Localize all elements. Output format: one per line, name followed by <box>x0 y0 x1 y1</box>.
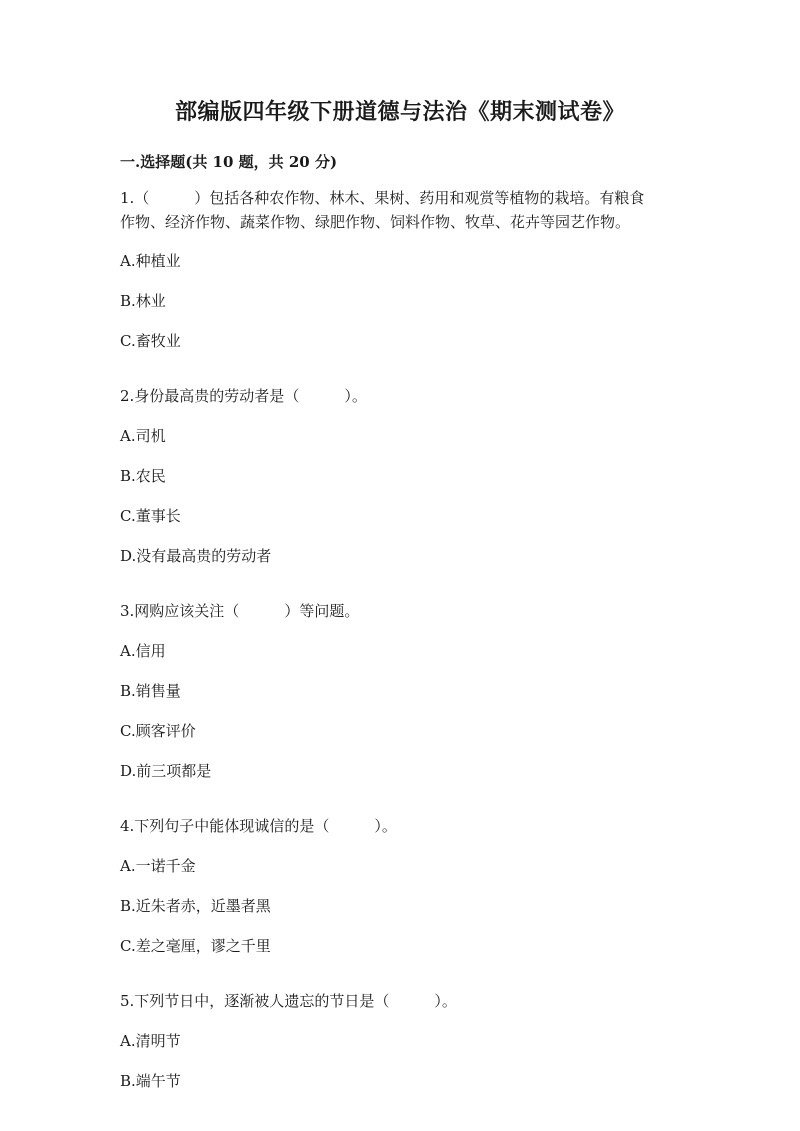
question-stem: 4.下列句子中能体现诚信的是（ ）。 <box>120 817 397 835</box>
option-c: C.顾客评价 <box>120 722 196 740</box>
question-1 <box>120 186 690 369</box>
option-d: D.前三项都是 <box>120 762 212 780</box>
question-stem-line: 作物、经济作物、蔬菜作物、绿肥作物、饲料作物、牧草、花卉等园艺作物。 <box>120 213 631 231</box>
option-c: C.董事长 <box>120 507 181 525</box>
option-a: A.清明节 <box>120 1032 181 1050</box>
option-a: A.信用 <box>120 642 166 660</box>
option-b: B.林业 <box>120 292 166 310</box>
question-stem: 5.下列节日中，逐渐被人遗忘的节日是（ ）。 <box>120 992 457 1010</box>
question-3 <box>120 599 690 799</box>
option-a: A.种植业 <box>120 252 181 270</box>
option-b: B.端午节 <box>120 1072 181 1090</box>
option-b: B.近朱者赤，近墨者黑 <box>120 897 271 915</box>
section-heading: 一.选择题(共 10 题，共 20 分) <box>120 153 338 171</box>
option-a: A.司机 <box>120 427 166 445</box>
option-c: C.差之毫厘，谬之千里 <box>120 937 271 955</box>
question-stem <box>120 186 690 234</box>
question-4 <box>120 814 690 974</box>
option-c: C.畜牧业 <box>120 332 181 350</box>
question-stem: 2.身份最高贵的劳动者是（ ）。 <box>120 387 367 405</box>
question-2 <box>120 384 690 584</box>
option-d: D.没有最高贵的劳动者 <box>120 547 272 565</box>
question-5 <box>120 989 690 1109</box>
option-a: A.一诺千金 <box>120 857 196 875</box>
question-stem: 3.网购应该关注（ ）等问题。 <box>120 602 360 620</box>
option-b: B.销售量 <box>120 682 181 700</box>
question-list <box>120 186 690 1124</box>
option-b: B.农民 <box>120 467 166 485</box>
question-stem-line: 1.（ ）包括各种农作物、林木、果树、药用和观赏等植物的栽培。有粮食 <box>120 189 645 207</box>
page-title: 部编版四年级下册道德与法治《期末测试卷》 <box>174 99 625 125</box>
